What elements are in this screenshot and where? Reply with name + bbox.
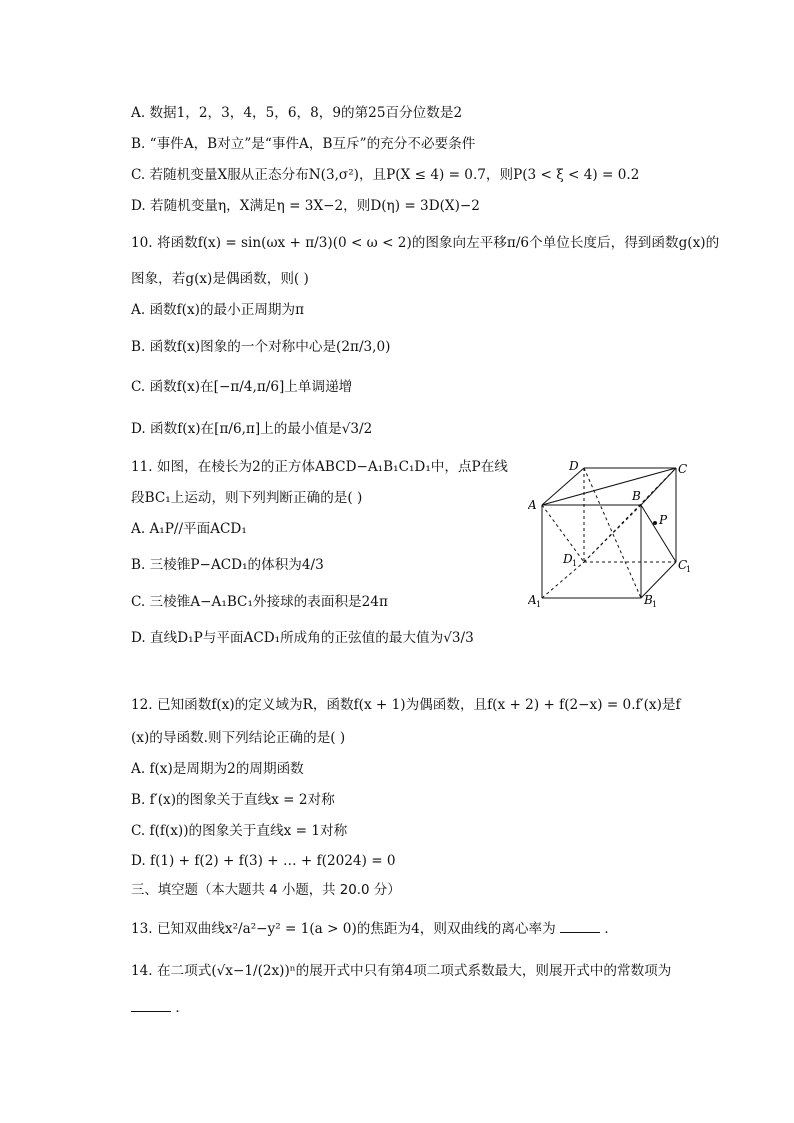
q14-answer-blank [131, 999, 171, 1012]
q10-stem-line-2: 图象，若g(x)是偶函数，则( ) [131, 271, 309, 287]
edge-bc [641, 468, 676, 505]
q14-line-1: 14. 在二项式(√x−1/(2x))ⁿ的展开式中只有第4项二项式系数最大，则展开式中的常数项为 [131, 963, 672, 979]
q11-option-d: D. 直线D₁P与平面ACD₁所成角的正弦值的最大值为√3/3 [131, 630, 474, 646]
q12-option-b: B. f′(x)的图象关于直线x = 2对称 [131, 792, 335, 808]
q13-end-mark: ． [604, 921, 618, 937]
svg-text:1: 1 [652, 600, 658, 609]
q11-option-c: C. 三棱锥A−A₁BC₁外接球的表面积是24π [131, 594, 388, 610]
q12-option-d: D. f(1) + f(2) + f(3) + … + f(2024) = 0 [131, 853, 396, 869]
q12-stem-line-1: 12. 已知函数f(x)的定义域为R，函数f(x + 1)为偶函数，且f(x + 2) + f(2−x) = 0.f′(x)是f [131, 697, 681, 713]
q13-line [131, 920, 618, 938]
edge-a1d1 [542, 562, 584, 598]
q12-option-a: A. f(x)是周期为2的周期函数 [131, 761, 304, 777]
q13-text: 13. 已知双曲线x²/a²−y² = 1(a > 0)的焦距为4，则双曲线的离心率为 [131, 921, 556, 937]
q10-option-a: A. 函数f(x)的最小正周期为π [131, 302, 305, 318]
label-d1 [562, 552, 577, 568]
q10-option-b: B. 函数f(x)图象的一个对称中心是(2π/3,0) [131, 339, 391, 355]
q10-option-c: C. 函数f(x)在[−π/4,π/6]上单调递增 [131, 379, 353, 395]
q12-stem-line-2: (x)的导函数.则下列结论正确的是( ) [131, 730, 346, 746]
q11-option-b: B. 三棱锥P−ACD₁的体积为4/3 [131, 557, 324, 573]
q11-option-a: A. A₁P//平面ACD₁ [131, 521, 247, 537]
diag-bd1 [584, 505, 641, 562]
svg-text:D: D [563, 552, 573, 566]
diag-db1 [584, 468, 641, 598]
q10-stem-line-1: 10. 将函数f(x) = sin(ωx + π/3)(0 < ω < 2)的图象向左平移π/6个单位长度后，得到函数g(x)的 [131, 235, 720, 251]
svg-text:C: C [678, 558, 688, 572]
label-c: C [678, 462, 688, 476]
label-a: A [528, 498, 537, 512]
q9-option-d: D. 若随机变量η，X满足η = 3X−2，则D(η) = 3D(X)−2 [131, 198, 480, 214]
svg-text:1: 1 [572, 559, 578, 568]
svg-text:1: 1 [686, 565, 692, 574]
q9-option-b: B. “事件A，B对立”是“事件A，B互斥”的充分不必要条件 [131, 136, 476, 152]
point-p [653, 521, 657, 525]
svg-text:A: A [528, 593, 537, 607]
q11-stem-line-1: 11. 如图，在棱长为2的正方体ABCD−A₁B₁C₁D₁中，点P在线 [131, 459, 508, 475]
svg-text:B: B [644, 593, 653, 607]
label-c1 [678, 558, 691, 574]
q9-option-a: A. 数据1，2，3，4，5，6，8，9的第25百分位数是2 [131, 105, 463, 121]
label-b: B [632, 489, 641, 503]
q10-option-d: D. 函数f(x)在[π/6,π]上的最小值是√3/2 [131, 421, 373, 437]
q12-option-c: C. f(f(x))的图象关于直线x = 1对称 [131, 823, 348, 839]
label-p: P [659, 513, 668, 527]
diag-ac [542, 468, 676, 505]
label-d: D [569, 459, 579, 473]
q11-stem-line-2: 段BC₁上运动，则下列判断正确的是( ) [131, 490, 363, 506]
q14-line-2 [131, 999, 189, 1017]
cube-figure [528, 456, 698, 616]
section-heading-fill-in: 三、填空题（本大题共 4 小题，共 20.0 分） [131, 883, 401, 898]
label-b1 [643, 593, 657, 609]
svg-text:1: 1 [536, 600, 542, 609]
q14-end-mark: ． [175, 1000, 189, 1016]
q9-option-c: C. 若随机变量X服从正态分布N(3,σ²)，且P(X ≤ 4) = 0.7，则P(3 < ξ < 4) = 0.2 [131, 167, 640, 183]
cube-edges [542, 468, 676, 598]
q13-answer-blank [560, 920, 600, 933]
label-a1 [528, 593, 541, 609]
